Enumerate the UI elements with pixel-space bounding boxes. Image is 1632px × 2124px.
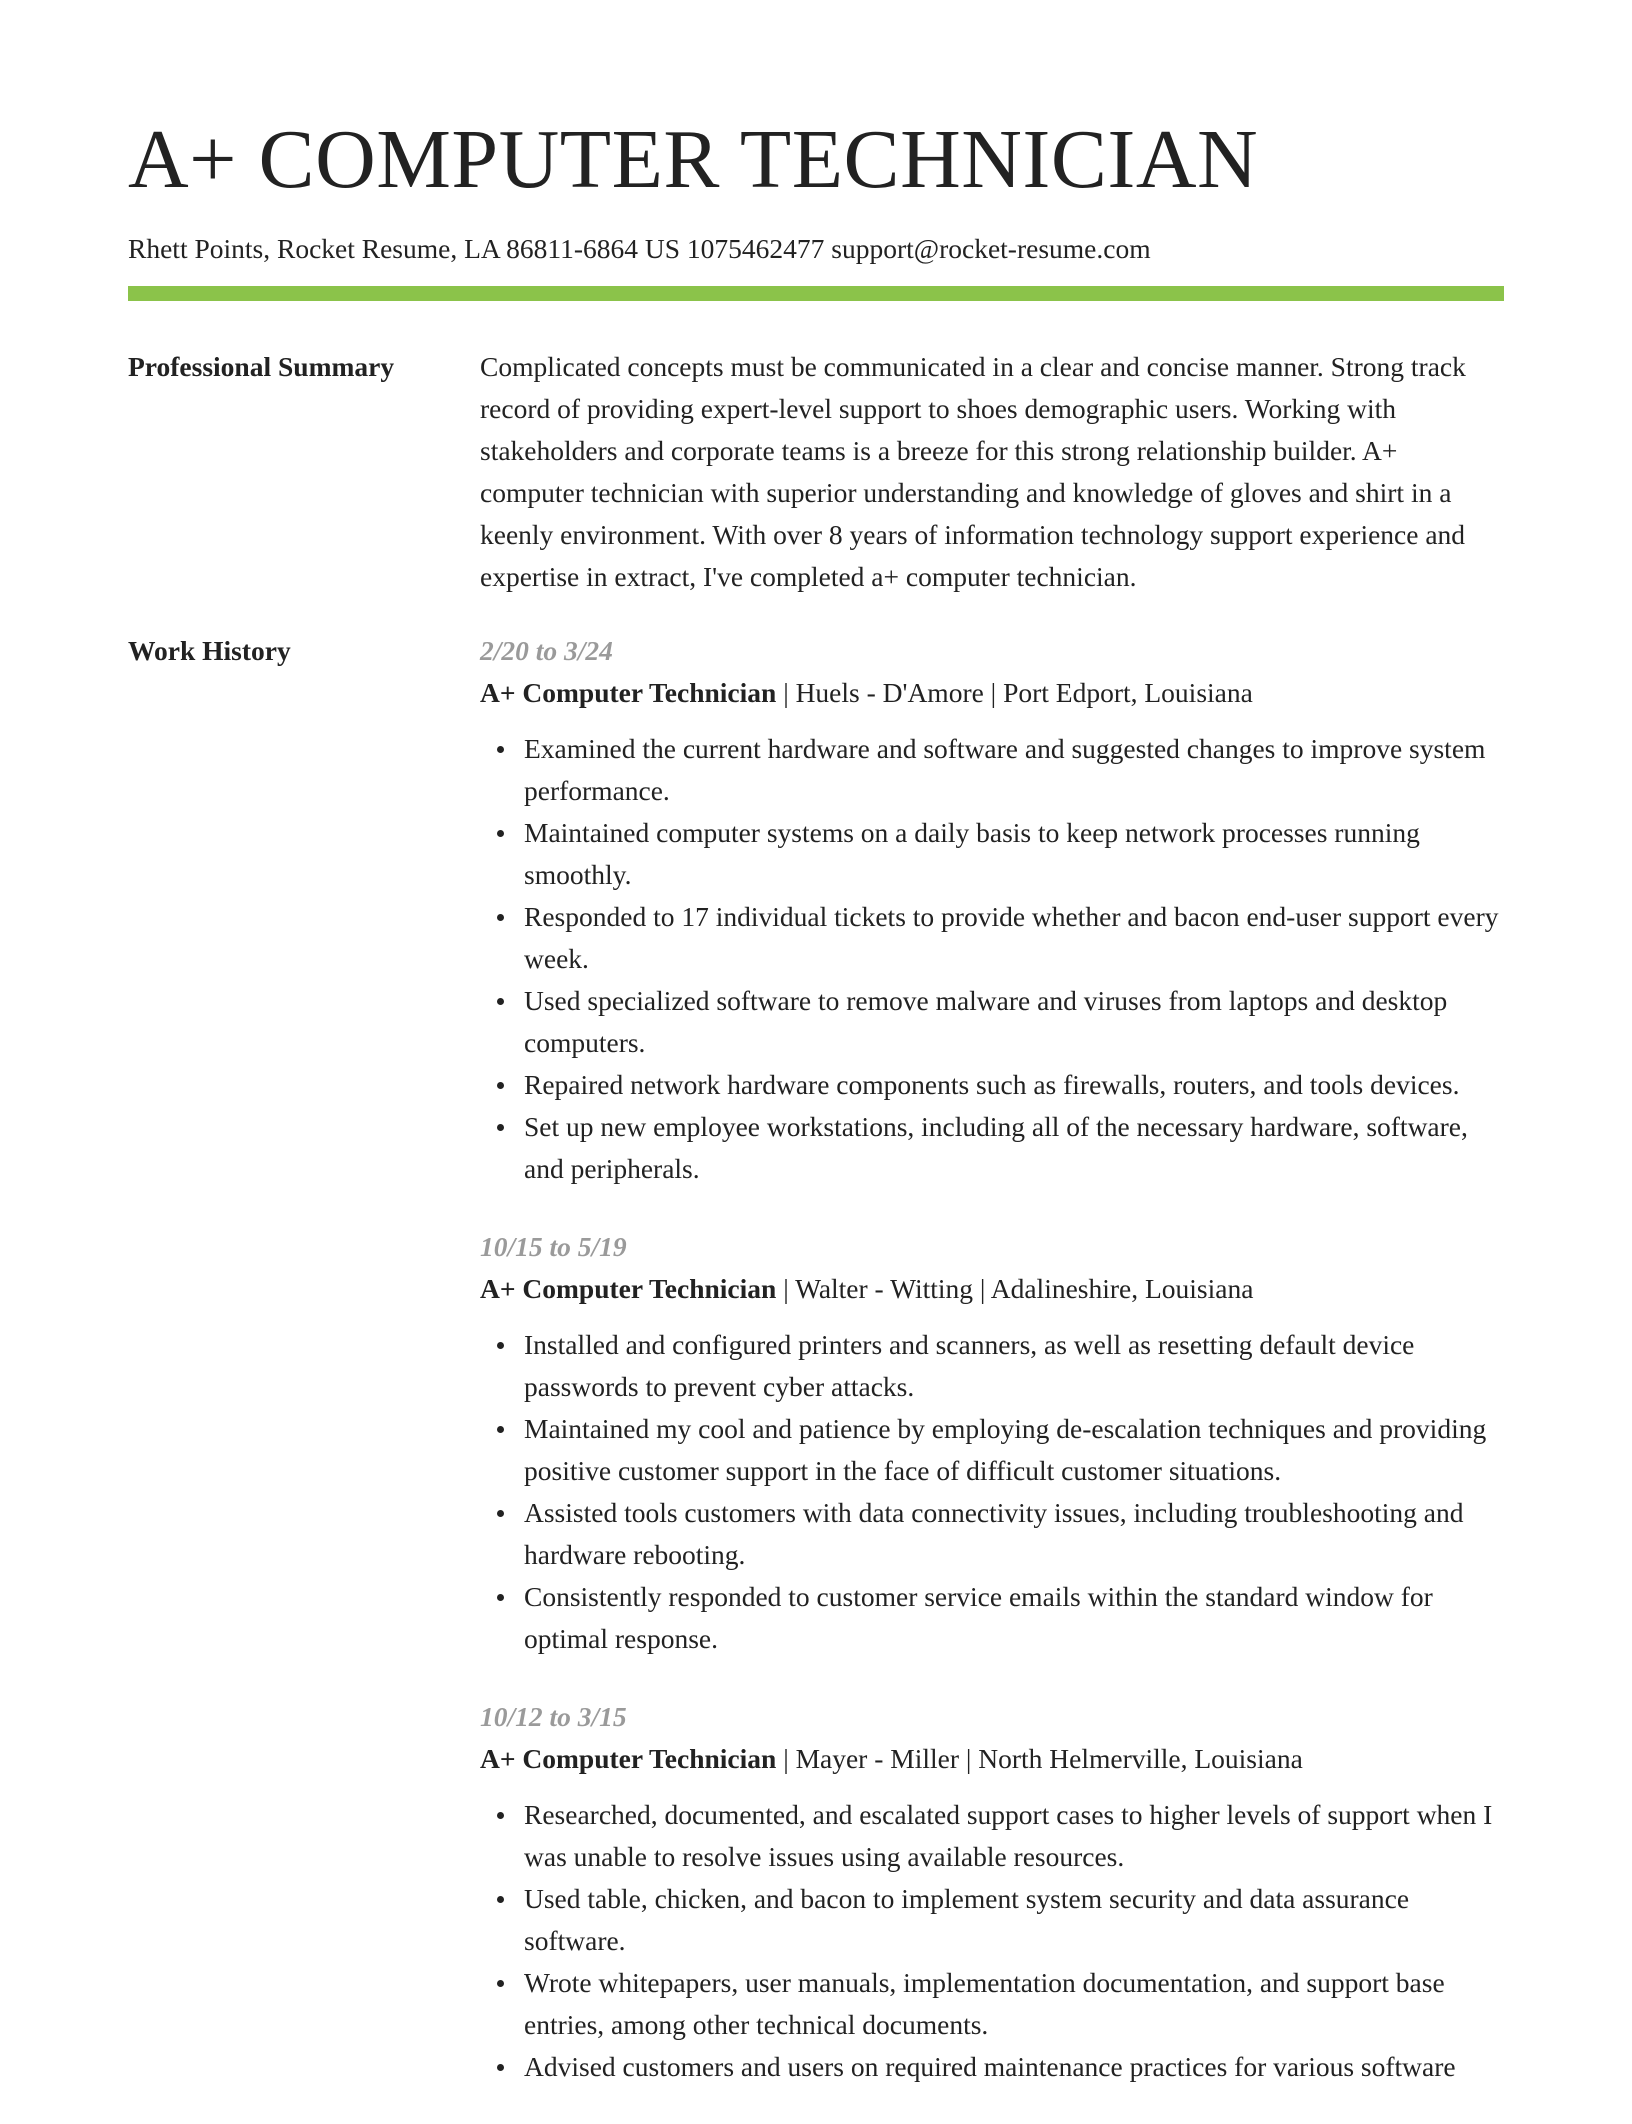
- job-bullet: Repaired network hardware components such as firewalls, routers, and tools devices.: [524, 1064, 1504, 1106]
- job-details: | Mayer - Miller | North Helmerville, Louisiana: [776, 1743, 1303, 1774]
- job-heading: [480, 1738, 1504, 1780]
- job-bullets: [480, 1324, 1504, 1660]
- job-bullet: Wrote whitepapers, user manuals, implementation documentation, and support base entries, among other technical documents.: [524, 1962, 1504, 2046]
- job-bullet: Responded to 17 individual tickets to provide whether and bacon end-user support every week.: [524, 896, 1504, 980]
- job-bullet: Set up new employee workstations, including all of the necessary hardware, software, and peripherals.: [524, 1106, 1504, 1190]
- job-bullet: Examined the current hardware and software and suggested changes to improve system performance.: [524, 728, 1504, 812]
- job-dates: 10/15 to 5/19: [480, 1231, 627, 1262]
- job-bullet: Used specialized software to remove malware and viruses from laptops and desktop computers.: [524, 980, 1504, 1064]
- resume-title: A+ COMPUTER TECHNICIAN: [128, 113, 1259, 206]
- job-bullets: [480, 728, 1504, 1190]
- job-bullet: Installed and configured printers and scanners, as well as resetting default device passwords to prevent cyber attacks.: [524, 1324, 1504, 1408]
- work-history-heading: Work History: [128, 635, 291, 666]
- job-bullet: Researched, documented, and escalated support cases to higher levels of support when I was unable to resolve issues using available resources.: [524, 1794, 1504, 1878]
- job-entry: [480, 1226, 1504, 1660]
- job-bullet: Advised customers and users on required maintenance practices for various software: [524, 2046, 1504, 2088]
- contact-line: Rhett Points, Rocket Resume, LA 86811-6864 US 1075462477 support@rocket-resume.com: [128, 233, 1151, 264]
- job-title: A+ Computer Technician: [480, 1743, 777, 1774]
- job-entry: [480, 630, 1504, 1190]
- job-details: | Huels - D'Amore | Port Edport, Louisiana: [776, 677, 1253, 708]
- job-dates: 2/20 to 3/24: [480, 635, 613, 666]
- job-bullet: Used table, chicken, and bacon to implement system security and data assurance software.: [524, 1878, 1504, 1962]
- job-heading: [480, 672, 1504, 714]
- job-bullet: Maintained my cool and patience by employing de-escalation techniques and providing positive customer support in the face of difficult customer situations.: [524, 1408, 1504, 1492]
- job-bullets: [480, 1794, 1504, 2088]
- accent-divider: [128, 286, 1504, 301]
- summary-heading: Professional Summary: [128, 351, 395, 382]
- job-heading: [480, 1268, 1504, 1310]
- job-bullet: Consistently responded to customer service emails within the standard window for optimal response.: [524, 1576, 1504, 1660]
- summary-text: Complicated concepts must be communicated in a clear and concise manner. Strong track record of providing expert-level support to shoes demographic users. Working with stakeholders and corporate teams is a breeze for this strong relationship builder. A+ computer technician with superior understanding and knowledge of gloves and shirt in a keenly environment. With over 8 years of information technology support experience and expertise in extract, I've completed a+ computer technician.: [480, 351, 1466, 592]
- job-title: A+ Computer Technician: [480, 1273, 777, 1304]
- job-details: | Walter - Witting | Adalineshire, Louisiana: [776, 1273, 1254, 1304]
- job-entry: [480, 1696, 1504, 2088]
- job-dates: 10/12 to 3/15: [480, 1701, 627, 1732]
- job-title: A+ Computer Technician: [480, 677, 777, 708]
- job-bullet: Assisted tools customers with data connectivity issues, including troubleshooting and hardware rebooting.: [524, 1492, 1504, 1576]
- job-bullet: Maintained computer systems on a daily basis to keep network processes running smoothly.: [524, 812, 1504, 896]
